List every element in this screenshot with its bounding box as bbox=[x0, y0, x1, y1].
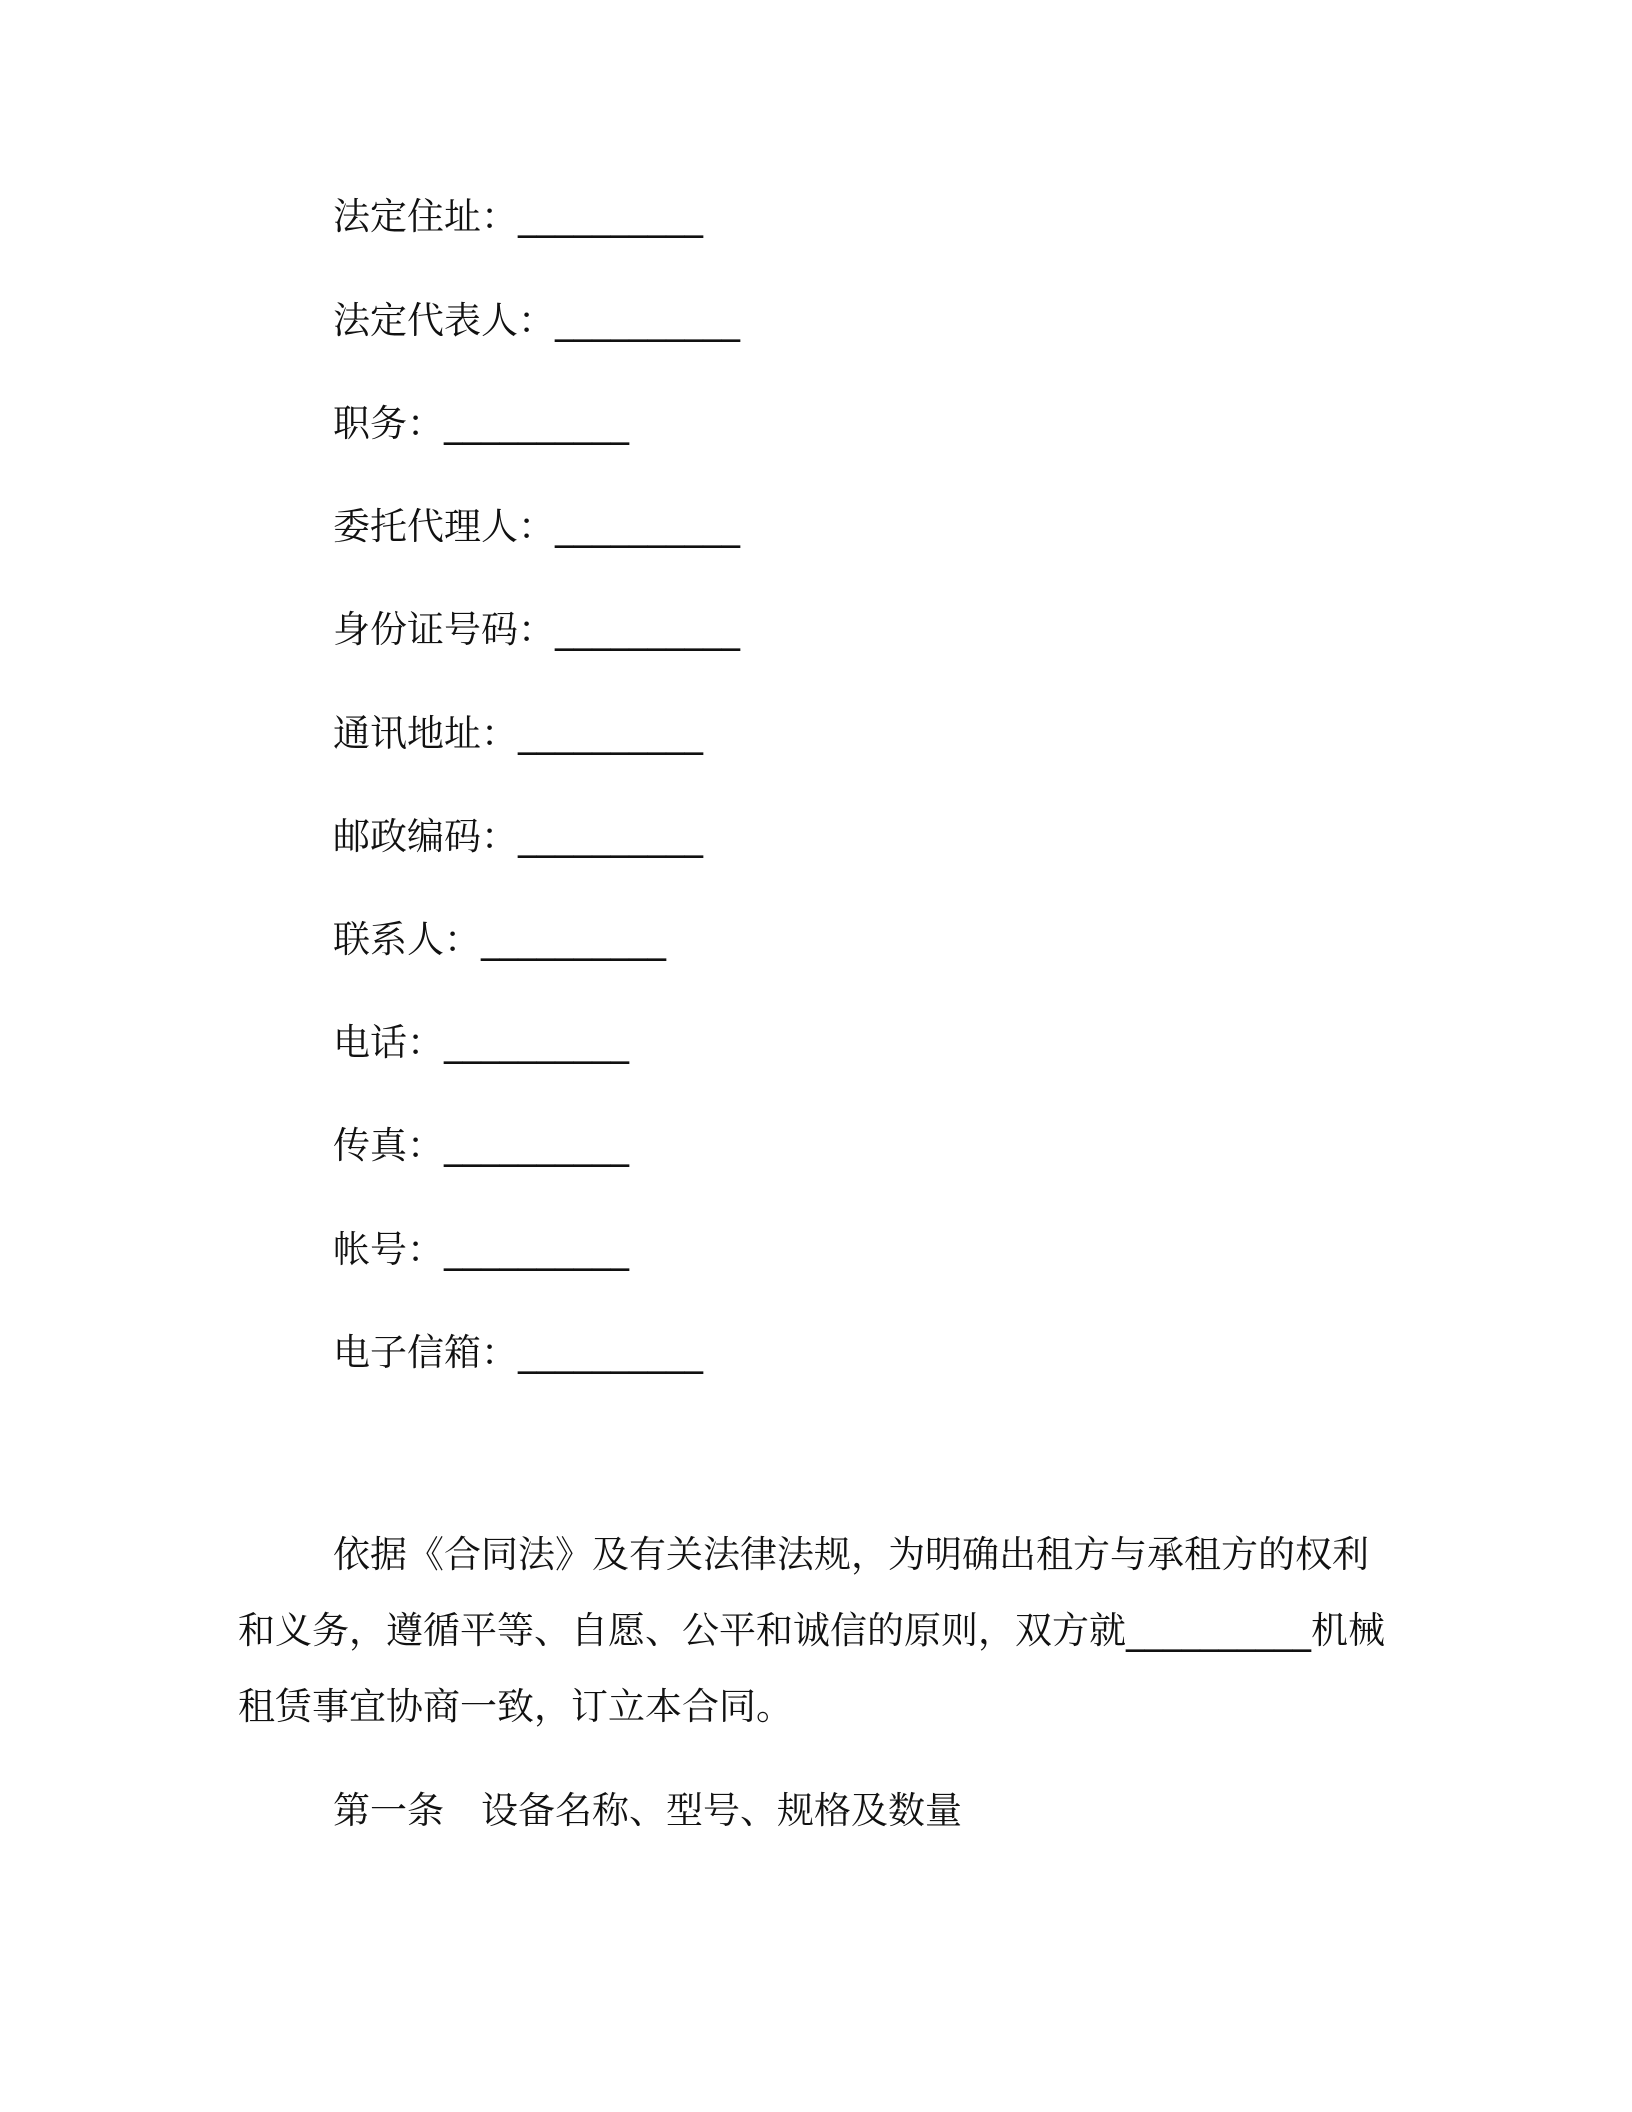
contract-preamble-paragraph: 依据《合同法》及有关法律法规，为明确出租方与承租方的权利和义务，遵循平等、自愿、公平和诚信的原则，双方就__________机械租赁事宜协商一致，订立本合同。 bbox=[238, 1533, 1385, 1728]
field-id-number: 身份证号码：__________ bbox=[333, 608, 740, 651]
field-email: 电子信箱：__________ bbox=[333, 1331, 703, 1374]
field-telephone: 电话：__________ bbox=[333, 1021, 629, 1064]
field-mailing-address: 通讯地址：__________ bbox=[333, 712, 703, 755]
field-legal-representative: 法定代表人：__________ bbox=[333, 299, 740, 342]
field-postal-code: 邮政编码：__________ bbox=[333, 815, 703, 858]
field-position: 职务：__________ bbox=[333, 402, 629, 445]
field-contact-person: 联系人：__________ bbox=[333, 918, 666, 961]
article-one-heading: 第一条 设备名称、型号、规格及数量 bbox=[333, 1789, 962, 1832]
field-fax: 传真：__________ bbox=[333, 1124, 629, 1167]
field-authorized-agent: 委托代理人：__________ bbox=[333, 505, 740, 548]
field-legal-address: 法定住址：__________ bbox=[333, 195, 703, 238]
field-account: 帐号：__________ bbox=[333, 1228, 629, 1271]
